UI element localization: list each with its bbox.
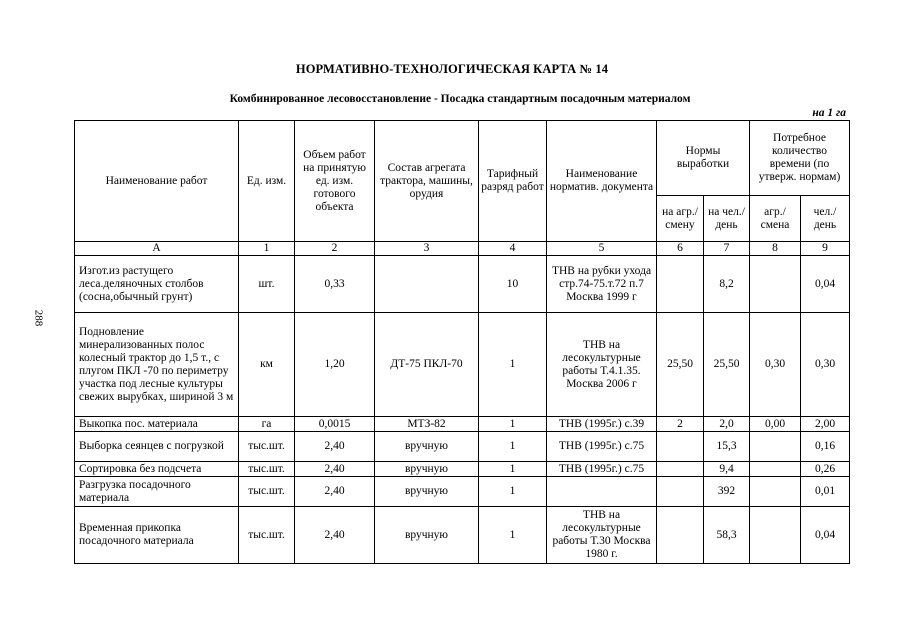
- column-number: 6: [657, 242, 704, 256]
- cell-norm-chel: 15,3: [704, 432, 750, 462]
- column-number: 1: [239, 242, 295, 256]
- cell-grade: 1: [479, 432, 547, 462]
- cell-work-name: Подновление минерализованных полос колесный трактор до 1,5 т., с плугом ПКЛ -70 по периметру участка под лесные культуры свежих вырубках, шириной 3 м: [75, 313, 239, 417]
- cell-unit: тыс.шт.: [239, 477, 295, 507]
- cell-norm-chel: 2,0: [704, 417, 750, 432]
- column-number: 5: [547, 242, 657, 256]
- cell-norm-chel: 9,4: [704, 462, 750, 477]
- table-row: [75, 477, 850, 507]
- header-norms-chel: на чел./ день: [704, 196, 750, 242]
- cell-unit: тыс.шт.: [239, 432, 295, 462]
- cell-time-agr: 0,00: [750, 417, 801, 432]
- cell-grade: 10: [479, 256, 547, 313]
- header-norms-agr: на агр./ смену: [657, 196, 704, 242]
- cell-norm-agr: [657, 507, 704, 564]
- cell-norm-chel: 392: [704, 477, 750, 507]
- cell-grade: 1: [479, 507, 547, 564]
- table-row: [75, 417, 850, 432]
- table-body: [75, 256, 850, 564]
- cell-grade: 1: [479, 417, 547, 432]
- cell-time-chel: 2,00: [801, 417, 850, 432]
- table-row: [75, 507, 850, 564]
- cell-document: ТНВ на лесокультурные работы Т.30 Москва 1980 г.: [547, 507, 657, 564]
- cell-norm-agr: [657, 462, 704, 477]
- cell-time-agr: [750, 256, 801, 313]
- column-number: 3: [375, 242, 479, 256]
- cell-time-agr: [750, 432, 801, 462]
- cell-aggregate: вручную: [375, 462, 479, 477]
- page-subtitle: Комбинированное лесовосстановление - Посадка стандартным посадочным материалом: [229, 93, 691, 105]
- cell-unit: тыс.шт.: [239, 462, 295, 477]
- cell-grade: 1: [479, 477, 547, 507]
- cell-time-agr: [750, 507, 801, 564]
- cell-unit: км: [239, 313, 295, 417]
- column-numbers-row: [75, 242, 850, 256]
- cell-work-name: Выкопка пос. материала: [75, 417, 239, 432]
- cell-volume: 0,33: [295, 256, 375, 313]
- cell-volume: 2,40: [295, 462, 375, 477]
- header-document: Наименование норматив. документа: [547, 121, 657, 242]
- cell-time-agr: [750, 462, 801, 477]
- cell-time-agr: [750, 477, 801, 507]
- table-row: [75, 256, 850, 313]
- header-norms: Нормы выработки: [657, 121, 750, 196]
- header-unit: Ед. изм.: [239, 121, 295, 242]
- cell-time-agr: 0,30: [750, 313, 801, 417]
- cell-norm-agr: 2: [657, 417, 704, 432]
- header-work-name: Наименование работ: [75, 121, 239, 242]
- cell-aggregate: вручную: [375, 507, 479, 564]
- cell-norm-agr: [657, 256, 704, 313]
- cell-volume: 2,40: [295, 477, 375, 507]
- cell-aggregate: [375, 256, 479, 313]
- cell-norm-agr: [657, 477, 704, 507]
- cell-work-name: Разгрузка посадочного материала: [75, 477, 239, 507]
- cell-volume: 1,20: [295, 313, 375, 417]
- cell-unit: тыс.шт.: [239, 507, 295, 564]
- cell-document: ТНВ (1995г.) с.39: [547, 417, 657, 432]
- header-volume: Объем работ на принятую ед. изм. готового объекта: [295, 121, 375, 242]
- cell-norm-agr: 25,50: [657, 313, 704, 417]
- column-number: А: [75, 242, 239, 256]
- cell-norm-chel: 8,2: [704, 256, 750, 313]
- cell-unit: га: [239, 417, 295, 432]
- column-number: 8: [750, 242, 801, 256]
- cell-aggregate: вручную: [375, 477, 479, 507]
- cell-grade: 1: [479, 313, 547, 417]
- page-number: 288: [32, 309, 45, 327]
- cell-time-chel: 0,26: [801, 462, 850, 477]
- page-title: НОРМАТИВНО-ТЕХНОЛОГИЧЕСКАЯ КАРТА № 14: [295, 62, 609, 76]
- cell-document: ТНВ на рубки ухода стр.74-75.т.72 п.7 Москва 1999 г: [547, 256, 657, 313]
- cell-document: ТНВ (1995г.) с.75: [547, 432, 657, 462]
- header-time-chel: чел./ день: [801, 196, 850, 242]
- header-aggregate: Состав агрегата трактора, машины, орудия: [375, 121, 479, 242]
- column-number: 9: [801, 242, 850, 256]
- cell-unit: шт.: [239, 256, 295, 313]
- cell-document: ТНВ (1995г.) с.75: [547, 462, 657, 477]
- cell-volume: 0,0015: [295, 417, 375, 432]
- cell-aggregate: МТЗ-82: [375, 417, 479, 432]
- header-time-agr: агр./ смена: [750, 196, 801, 242]
- cell-time-chel: 0,01: [801, 477, 850, 507]
- header-grade: Тарифный разряд работ: [479, 121, 547, 242]
- cell-document: [547, 477, 657, 507]
- cell-aggregate: ДТ-75 ПКЛ-70: [375, 313, 479, 417]
- cell-norm-chel: 25,50: [704, 313, 750, 417]
- cell-work-name: Изгот.из растущего леса.деляночных столбов (сосна,обычный грунт): [75, 256, 239, 313]
- cell-volume: 2,40: [295, 432, 375, 462]
- table-row: [75, 462, 850, 477]
- table-row: [75, 313, 850, 417]
- cell-work-name: Временная прикопка посадочного материала: [75, 507, 239, 564]
- norms-table: [74, 120, 850, 564]
- column-number: 4: [479, 242, 547, 256]
- cell-document: ТНВ на лесокультурные работы Т.4.1.35. Москва 2006 г: [547, 313, 657, 417]
- cell-grade: 1: [479, 462, 547, 477]
- cell-time-chel: 0,16: [801, 432, 850, 462]
- cell-aggregate: вручную: [375, 432, 479, 462]
- cell-time-chel: 0,04: [801, 507, 850, 564]
- cell-time-chel: 0,30: [801, 313, 850, 417]
- cell-work-name: Сортировка без подсчета: [75, 462, 239, 477]
- column-number: 7: [704, 242, 750, 256]
- cell-norm-agr: [657, 432, 704, 462]
- cell-time-chel: 0,04: [801, 256, 850, 313]
- column-number: 2: [295, 242, 375, 256]
- unit-note: на 1 га: [812, 107, 846, 119]
- table-row: [75, 432, 850, 462]
- header-time: Потребное количество времени (по утверж. нормам): [750, 121, 850, 196]
- cell-work-name: Выборка сеянцев с погрузкой: [75, 432, 239, 462]
- cell-volume: 2,40: [295, 507, 375, 564]
- cell-norm-chel: 58,3: [704, 507, 750, 564]
